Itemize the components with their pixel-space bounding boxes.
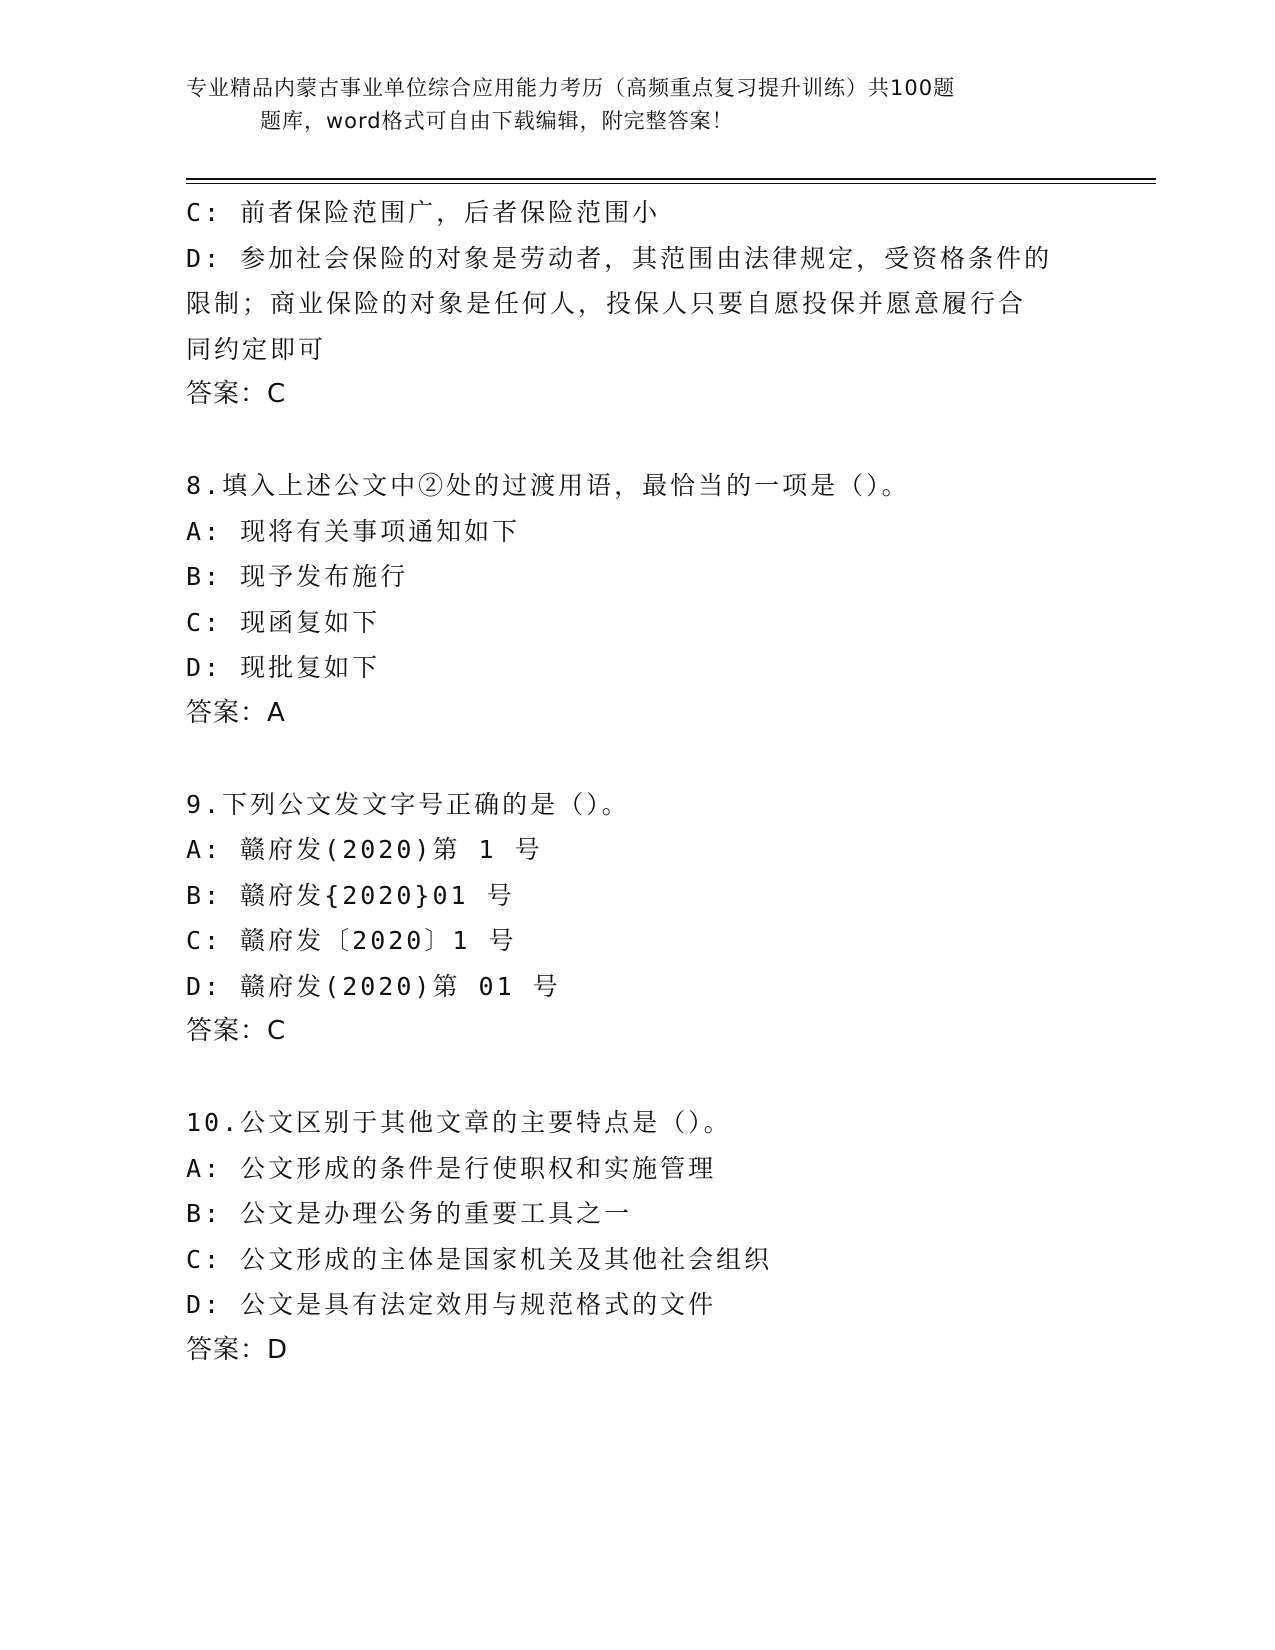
q10-option-d: D: 公文是具有法定效用与规范格式的文件	[186, 1290, 717, 1319]
q7-option-d-line-2: 限制；商业保险的对象是任何人，投保人只要自愿投保并愿意履行合	[186, 289, 1027, 318]
question-8-block	[186, 463, 1086, 736]
q7-option-d-line-3: 同约定即可	[186, 334, 327, 364]
q8-option-c: C: 现函复如下	[186, 607, 381, 637]
header-title-line-2: 题库，word格式可自由下载编辑，附完整答案！	[260, 109, 734, 133]
spacer	[186, 736, 1086, 782]
q10-option-b: B: 公文是办理公务的重要工具之一	[186, 1199, 633, 1228]
q10-option-a: A: 公文形成的条件是行使职权和实施管理	[186, 1153, 717, 1183]
q7-answer: 答案：C	[186, 379, 287, 409]
q9-option-d: D: 赣府发(2020)第 01 号	[186, 971, 561, 1001]
page-header	[186, 72, 1086, 138]
q7-option-d-line-1: D: 参加社会保险的对象是劳动者，其范围由法律规定，受资格条件的	[186, 243, 1053, 273]
q9-option-a: A: 赣府发(2020)第 1 号	[186, 835, 543, 864]
spacer	[186, 1055, 1086, 1101]
q8-option-b: B: 现予发布施行	[186, 562, 409, 591]
spacer	[186, 418, 1086, 464]
header-divider-thick	[186, 178, 1156, 180]
q8-option-d: D: 现批复如下	[186, 653, 381, 682]
q10-answer: 答案：D	[186, 1334, 289, 1365]
q8-question: 8.填入上述公文中②处的过渡用语，最恰当的一项是（）。	[186, 471, 910, 500]
question-9-block	[186, 782, 1086, 1055]
question-10-block	[186, 1100, 1086, 1373]
header-divider-thin	[186, 183, 1156, 184]
q9-option-c: C: 赣府发〔2020〕1 号	[186, 926, 517, 955]
q10-option-c: C: 公文形成的主体是国家机关及其他社会组织	[186, 1244, 773, 1274]
q10-question: 10.公文区别于其他文章的主要特点是（）。	[186, 1108, 732, 1137]
question-7-block	[186, 190, 1086, 418]
q8-answer: 答案：A	[186, 697, 286, 728]
q9-answer: 答案：C	[186, 1016, 287, 1046]
q8-option-a: A: 现将有关事项通知如下	[186, 516, 521, 546]
question-content	[186, 190, 1086, 1373]
q7-option-c: C: 前者保险范围广，后者保险范围小	[186, 198, 661, 227]
q9-question: 9.下列公文发文字号正确的是（）。	[186, 789, 630, 819]
header-title-line-1: 专业精品内蒙古事业单位综合应用能力考历（高频重点复习提升训练）共100题	[186, 76, 956, 100]
q9-option-b: B: 赣府发{2020}01 号	[186, 880, 515, 910]
